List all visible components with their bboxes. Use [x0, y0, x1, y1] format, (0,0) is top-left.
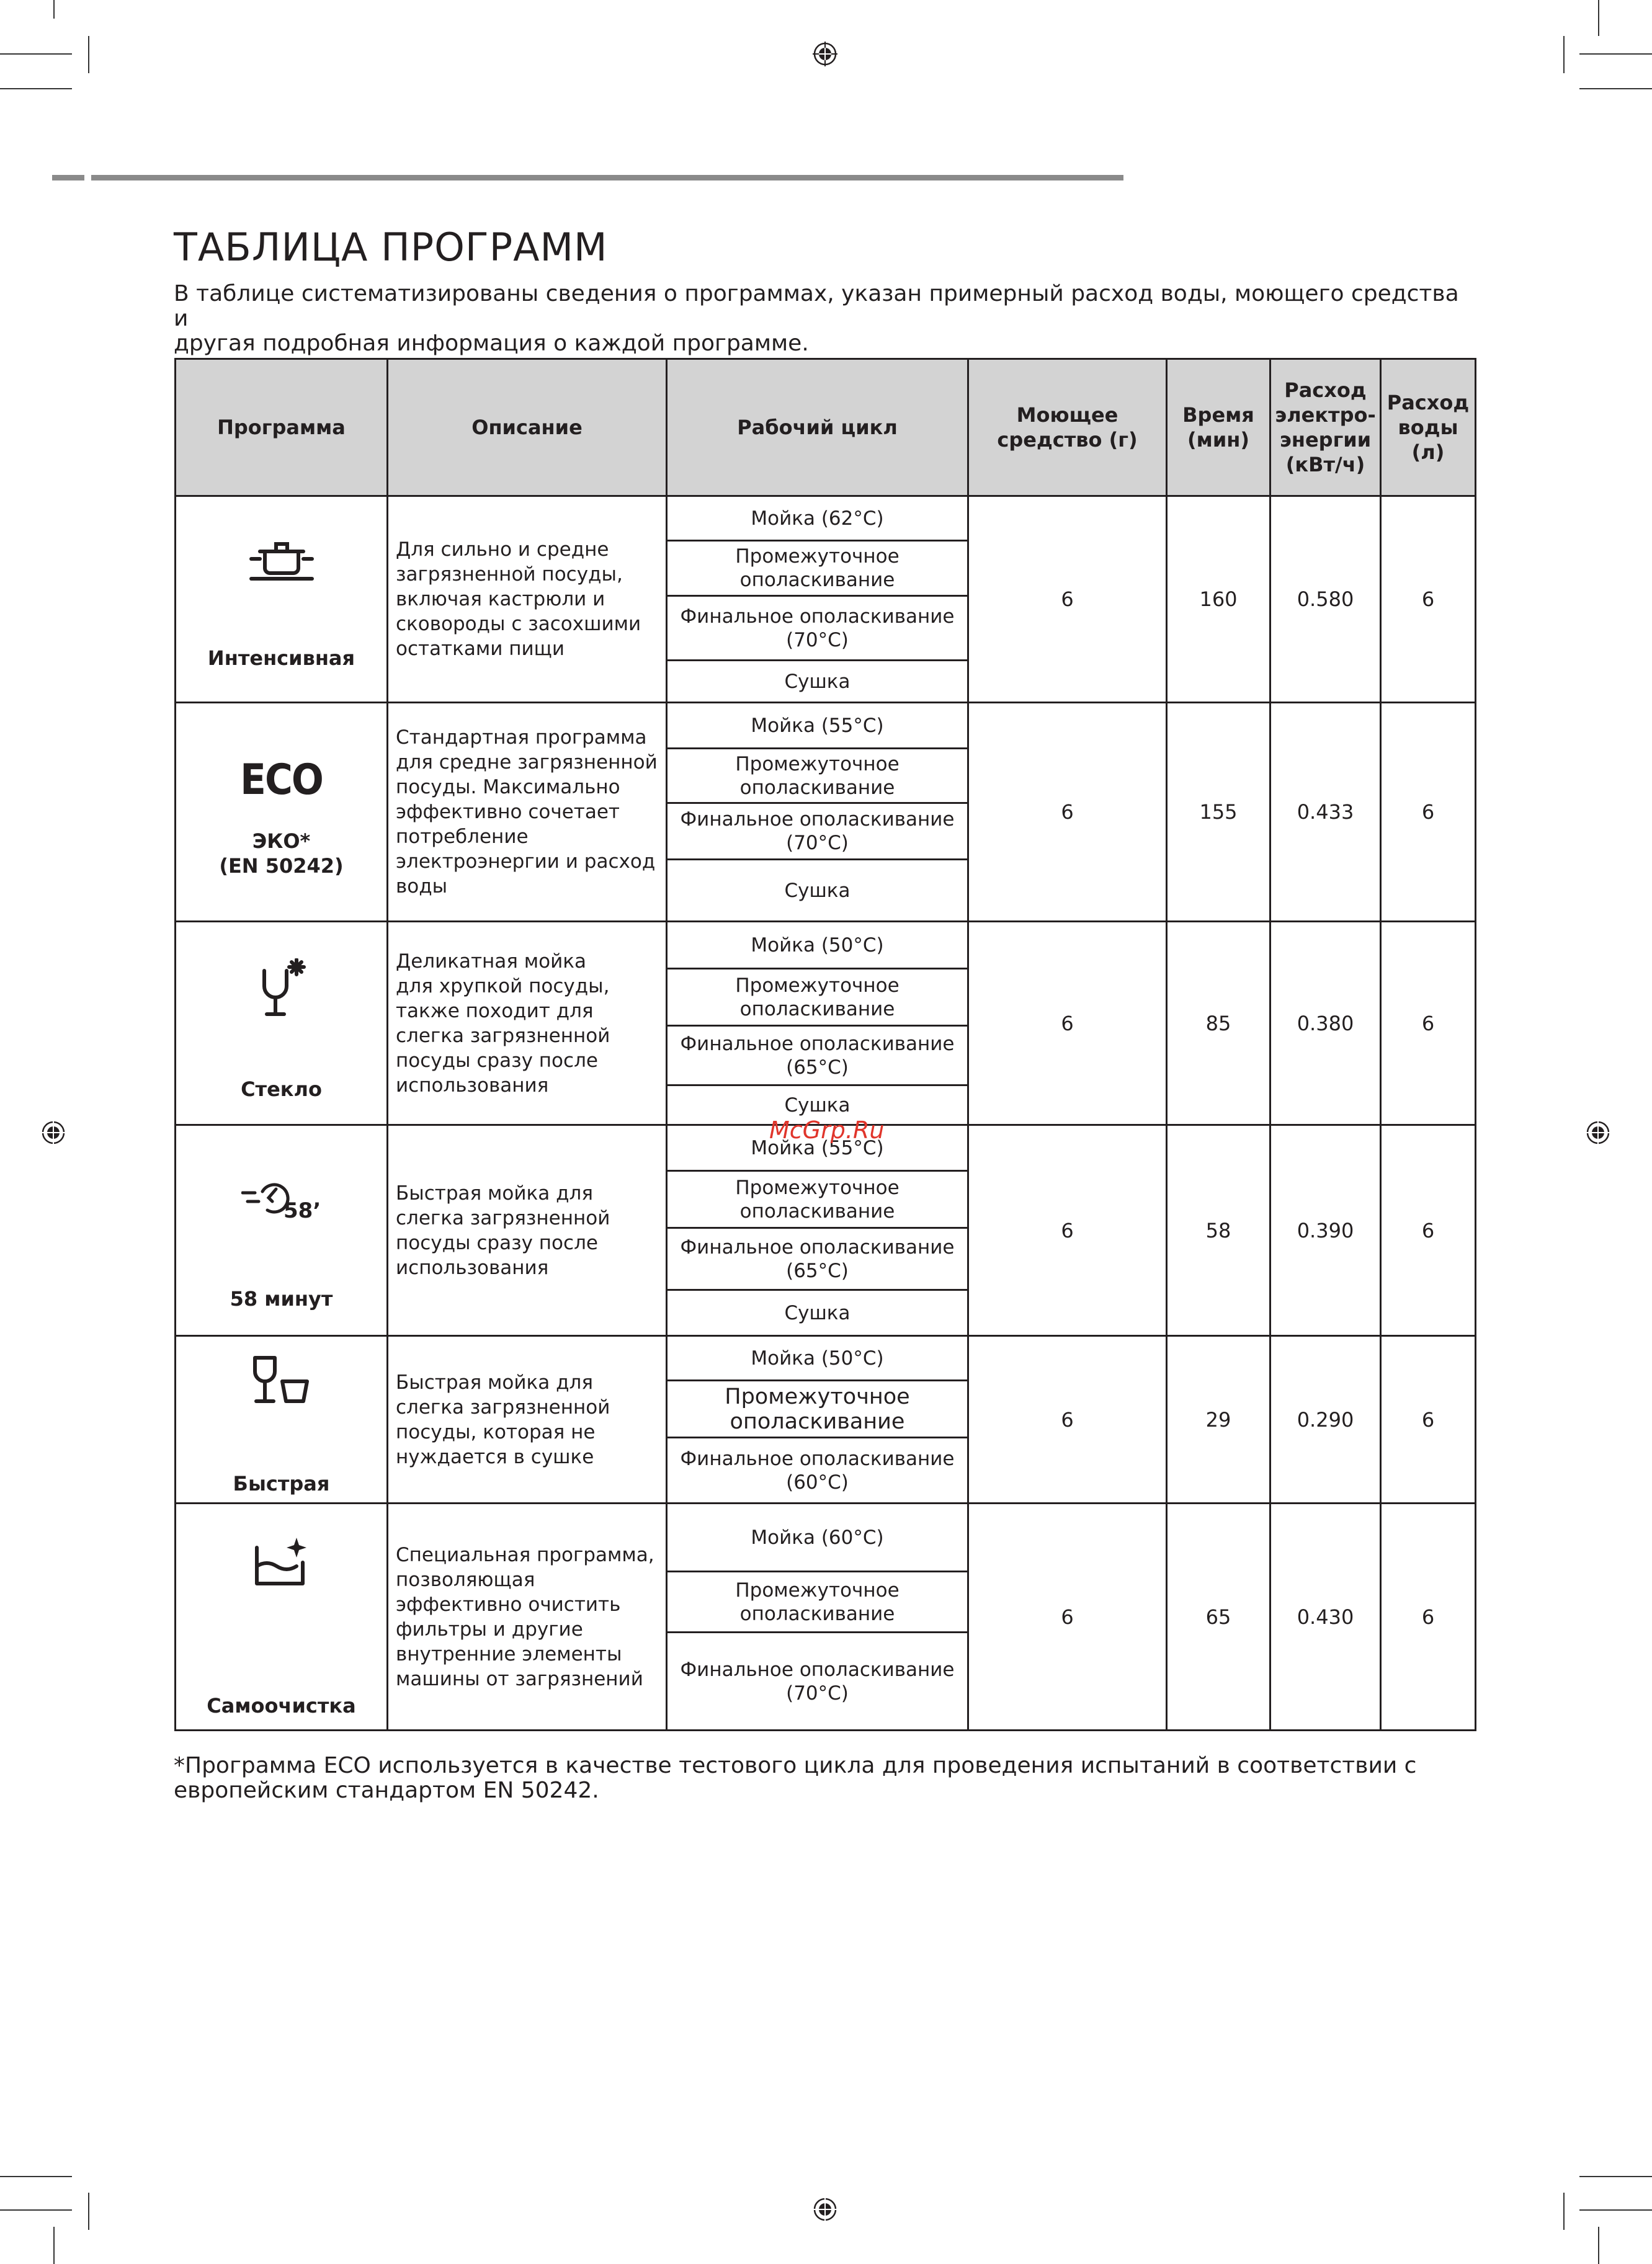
water-value: 6 — [1381, 1336, 1476, 1504]
timer-58-icon — [176, 1174, 386, 1224]
crop-mark — [1579, 53, 1652, 55]
crop-mark — [53, 0, 55, 19]
cycle-step: Мойка (55°C) — [667, 703, 968, 749]
program-cell — [176, 1336, 388, 1504]
cycle-step: Мойка (50°C) — [667, 1336, 968, 1381]
cycle-step: Сушка — [667, 661, 968, 703]
header-rule — [91, 175, 1123, 180]
program-description: Быстрая мойка для слегка загрязненной посуды сразу после использования — [388, 1125, 667, 1336]
time-value: 85 — [1167, 922, 1270, 1125]
water-value: 6 — [1381, 1504, 1476, 1731]
crop-mark — [1563, 36, 1565, 73]
detergent-value: 6 — [968, 1336, 1167, 1504]
crop-mark — [1579, 2209, 1652, 2211]
program-cell — [176, 1125, 388, 1336]
header-program: Программа — [176, 359, 388, 496]
crop-mark — [0, 88, 72, 89]
cycle-step: Финальное ополаскивание (60°C) — [667, 1438, 968, 1504]
program-cell — [176, 496, 388, 703]
registration-mark-icon — [813, 2197, 837, 2222]
table-row — [176, 922, 1476, 969]
header-description: Описание — [388, 359, 667, 496]
crop-mark — [88, 2193, 89, 2230]
program-name: ЭКО* (EN 50242) — [219, 829, 344, 878]
water-value: 6 — [1381, 703, 1476, 922]
cycle-step: Финальное ополаскивание (70°C) — [667, 803, 968, 860]
header-detergent: Моющее средство (г) — [968, 359, 1167, 496]
pot-icon — [176, 534, 386, 584]
table-row — [176, 1504, 1476, 1572]
cycle-step: Финальное ополаскивание (65°C) — [667, 1026, 968, 1085]
water-value: 6 — [1381, 496, 1476, 703]
cycle-step: Финальное ополаскивание (70°C) — [667, 1633, 968, 1731]
intro-text — [174, 282, 1476, 356]
watermark: McGrp.Ru — [769, 1116, 885, 1144]
detergent-value: 6 — [968, 1125, 1167, 1336]
program-table — [174, 358, 1476, 1731]
cycle-step: Мойка (55°C) — [667, 1125, 968, 1171]
water-value: 6 — [1381, 922, 1476, 1125]
detergent-value: 6 — [968, 703, 1167, 922]
cycle-step: Промежуточное ополаскивание — [667, 541, 968, 596]
time-value: 29 — [1167, 1336, 1270, 1504]
cycle-step: Сушка — [667, 1290, 968, 1336]
program-cell — [176, 703, 388, 922]
cycle-step: Промежуточное ополаскивание — [667, 749, 968, 803]
program-cell — [176, 1504, 388, 1731]
cycle-step: Мойка (60°C) — [667, 1504, 968, 1572]
time-value: 65 — [1167, 1504, 1270, 1731]
crop-mark — [0, 2176, 72, 2177]
self-clean-icon — [176, 1535, 386, 1591]
crop-mark — [53, 2227, 55, 2264]
program-name: 58 минут — [230, 1287, 333, 1311]
time-value: 160 — [1167, 496, 1270, 703]
program-description: Для сильно и средне загрязненной посуды, включая кастрюли и сковороды с засохшими остатками пищи — [388, 496, 667, 703]
timer-58-icon-text: 58’ — [283, 1198, 321, 1223]
program-description: Быстрая мойка для слегка загрязненной посуды, которая не нуждается в сушке — [388, 1336, 667, 1504]
program-name: Самоочистка — [207, 1694, 356, 1718]
footnote — [174, 1754, 1476, 1803]
water-value: 6 — [1381, 1125, 1476, 1336]
header-energy: Расход электро- энергии (кВт/ч) — [1270, 359, 1381, 496]
glass-icon — [176, 958, 386, 1020]
cycle-step: Промежуточное ополаскивание — [667, 1171, 968, 1228]
registration-mark-icon — [1586, 1120, 1610, 1145]
cycle-step: Мойка (62°C) — [667, 496, 968, 541]
energy-value: 0.380 — [1270, 922, 1381, 1125]
detergent-value: 6 — [968, 1504, 1167, 1731]
cycle-step: Сушка — [667, 1085, 968, 1125]
crop-mark — [1598, 0, 1599, 36]
quick-glasses-icon — [176, 1353, 386, 1409]
page-title: ТАБЛИЦА ПРОГРАММ — [174, 225, 608, 270]
program-description: Стандартная программа для средне загрязненной посуды. Максимально эффективно сочетает потребление электроэнергии и расход воды — [388, 703, 667, 922]
program-cell — [176, 922, 388, 1125]
cycle-step: Промежуточное ополаскивание — [667, 1381, 968, 1438]
cycle-step: Финальное ополаскивание (65°C) — [667, 1228, 968, 1290]
energy-value: 0.290 — [1270, 1336, 1381, 1504]
energy-value: 0.580 — [1270, 496, 1381, 703]
cycle-step: Промежуточное ополаскивание — [667, 1572, 968, 1633]
program-name: Интенсивная — [207, 646, 355, 670]
cycle-step: Сушка — [667, 860, 968, 922]
energy-value: 0.433 — [1270, 703, 1381, 922]
energy-value: 0.390 — [1270, 1125, 1381, 1336]
time-value: 58 — [1167, 1125, 1270, 1336]
table-row — [176, 496, 1476, 541]
eco-icon: ECO — [240, 755, 323, 804]
energy-value: 0.430 — [1270, 1504, 1381, 1731]
header-water: Расход воды (л) — [1381, 359, 1476, 496]
program-name: Быстрая — [233, 1472, 330, 1495]
header-time: Время (мин) — [1167, 359, 1270, 496]
program-name: Стекло — [241, 1077, 322, 1101]
crop-mark — [1579, 88, 1652, 89]
crop-mark — [0, 53, 72, 55]
detergent-value: 6 — [968, 496, 1167, 703]
registration-mark-icon — [41, 1120, 66, 1145]
registration-mark-icon — [813, 42, 837, 66]
cycle-step: Финальное ополаскивание (70°C) — [667, 596, 968, 661]
program-description: Деликатная мойка для хрупкой посуды, также походит для слегка загрязненной посуды сразу после использования — [388, 922, 667, 1125]
crop-mark — [1579, 2176, 1652, 2177]
intro-line: В таблице систематизированы сведения о программах, указан примерный расход воды, моющего средства и — [174, 281, 1459, 331]
intro-line: другая подробная информация о каждой программе. — [174, 331, 809, 356]
program-description: Специальная программа, позволяющая эффективно очистить фильтры и другие внутренние элементы машины от загрязнений — [388, 1504, 667, 1731]
crop-mark — [1598, 2227, 1599, 2264]
footnote-line: европейским стандартом EN 50242. — [174, 1778, 599, 1803]
table-header-row — [176, 359, 1476, 496]
crop-mark — [1563, 2193, 1565, 2230]
table-row — [176, 1336, 1476, 1381]
cycle-step: Промежуточное ополаскивание — [667, 969, 968, 1026]
detergent-value: 6 — [968, 922, 1167, 1125]
crop-mark — [0, 2209, 72, 2211]
header-cycle: Рабочий цикл — [667, 359, 968, 496]
header-rule-short — [52, 175, 84, 180]
table-row — [176, 703, 1476, 749]
cycle-step: Мойка (50°C) — [667, 922, 968, 969]
crop-mark — [88, 36, 89, 73]
time-value: 155 — [1167, 703, 1270, 922]
footnote-line: *Программа ECO используется в качестве тестового цикла для проведения испытаний в соответствии с — [174, 1753, 1417, 1778]
